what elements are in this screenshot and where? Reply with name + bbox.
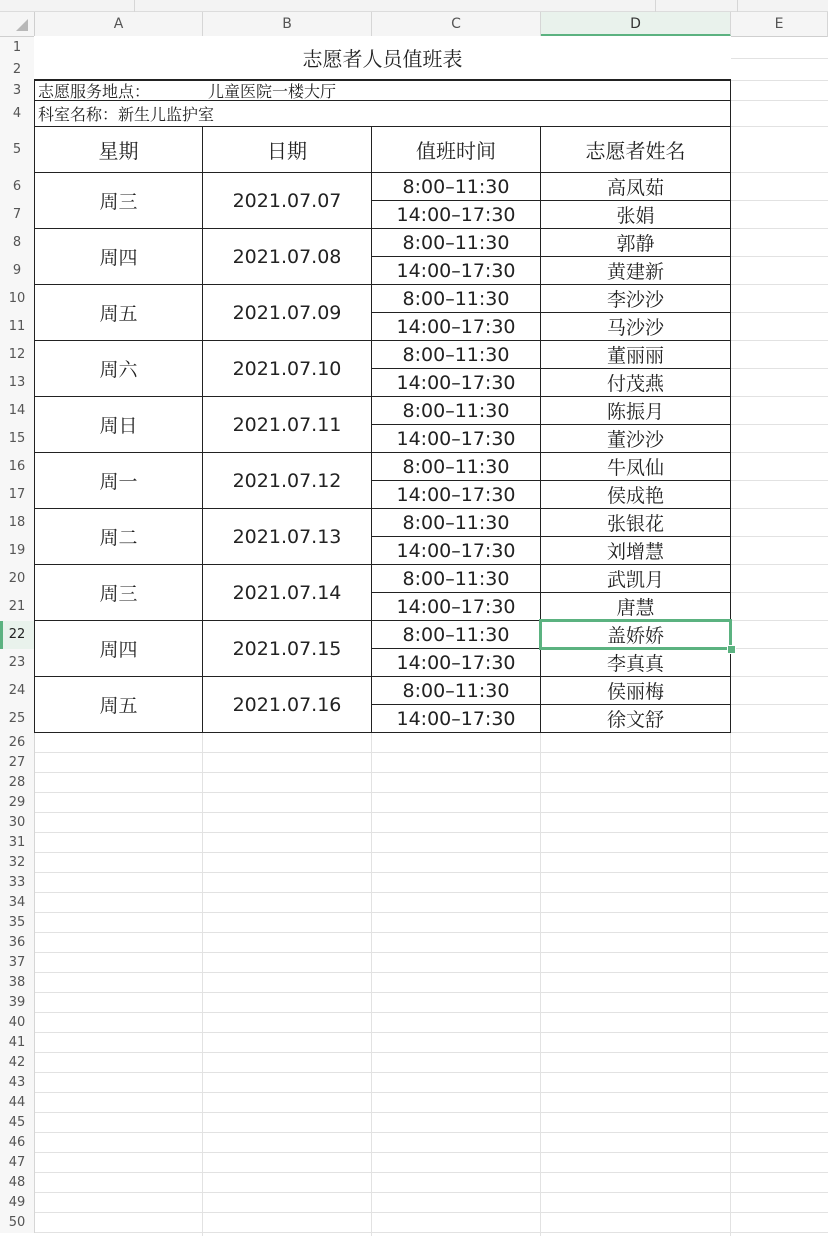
row-header[interactable]: 27: [0, 753, 35, 773]
row-header[interactable]: 24: [0, 677, 35, 705]
weekday-cell[interactable]: 周三: [34, 172, 203, 229]
gridline-horizontal: [35, 812, 828, 813]
date-cell[interactable]: 2021.07.16: [202, 676, 372, 733]
row-header[interactable]: 16: [0, 453, 35, 481]
department-row[interactable]: [34, 100, 731, 127]
row-header[interactable]: 34: [0, 893, 35, 913]
shift-time-cell[interactable]: 14:00–17:30: [371, 704, 541, 733]
volunteer-name-cell[interactable]: 陈振月: [540, 396, 731, 425]
shift-time-cell[interactable]: 8:00–11:30: [371, 396, 541, 425]
row-header[interactable]: 14: [0, 397, 35, 425]
row-header[interactable]: 33: [0, 873, 35, 893]
row-header[interactable]: 13: [0, 369, 35, 397]
date-header[interactable]: 日期: [202, 126, 372, 173]
gridline-horizontal: [35, 912, 828, 913]
gridline-horizontal: [35, 1012, 828, 1013]
column-header-d[interactable]: D: [541, 12, 731, 37]
shift-time-header[interactable]: 值班时间: [371, 126, 541, 173]
volunteer-name-cell[interactable]: 李真真: [540, 648, 731, 677]
row-header[interactable]: 25: [0, 705, 35, 733]
volunteer-name-cell[interactable]: 徐文舒: [540, 704, 731, 733]
row-header[interactable]: 4: [0, 101, 35, 127]
date-cell[interactable]: 2021.07.10: [202, 340, 372, 397]
location-value: 儿童医院一楼大厅: [208, 82, 337, 101]
column-header-e[interactable]: E: [731, 12, 828, 37]
row-header[interactable]: 19: [0, 537, 35, 565]
volunteer-name-cell[interactable]: 高凤茹: [540, 172, 731, 201]
row-header[interactable]: 38: [0, 973, 35, 993]
row-header[interactable]: 21: [0, 593, 35, 621]
shift-time-cell[interactable]: 8:00–11:30: [371, 172, 541, 201]
row-header[interactable]: 8: [0, 229, 35, 257]
shift-time-cell[interactable]: 14:00–17:30: [371, 592, 541, 621]
weekday-header[interactable]: 星期: [34, 126, 203, 173]
gridline-horizontal: [35, 1172, 828, 1173]
gridline-horizontal: [35, 752, 828, 753]
select-all-corner[interactable]: [0, 12, 35, 37]
row-header[interactable]: 6: [0, 173, 35, 201]
row-header[interactable]: 15: [0, 425, 35, 453]
row-header[interactable]: 43: [0, 1073, 35, 1093]
row-header[interactable]: 7: [0, 201, 35, 229]
shift-time-cell[interactable]: 8:00–11:30: [371, 284, 541, 313]
row-header[interactable]: 47: [0, 1153, 35, 1173]
shift-time-cell[interactable]: 14:00–17:30: [371, 648, 541, 677]
shift-time-cell[interactable]: 8:00–11:30: [371, 564, 541, 593]
column-header-b[interactable]: B: [203, 12, 372, 37]
gridline-horizontal: [35, 992, 828, 993]
row-header[interactable]: 22: [0, 621, 35, 649]
row-header[interactable]: 17: [0, 481, 35, 509]
sheet-title[interactable]: 志愿者人员值班表: [34, 36, 731, 81]
row-header[interactable]: 1: [0, 37, 35, 59]
location-label: 志愿服务地点：: [38, 82, 151, 101]
date-cell[interactable]: 2021.07.14: [202, 564, 372, 621]
weekday-cell[interactable]: 周一: [34, 452, 203, 509]
gridline-horizontal: [35, 1092, 828, 1093]
row-header[interactable]: 45: [0, 1113, 35, 1133]
gridline-horizontal: [35, 832, 828, 833]
shift-time-cell[interactable]: 14:00–17:30: [371, 480, 541, 509]
department-value: 新生儿监护室: [118, 105, 215, 124]
weekday-cell[interactable]: 周四: [34, 228, 203, 285]
row-header[interactable]: 42: [0, 1053, 35, 1073]
shift-time-cell[interactable]: 8:00–11:30: [371, 228, 541, 257]
gridline-horizontal: [35, 1112, 828, 1113]
row-header[interactable]: 44: [0, 1093, 35, 1113]
gridline-horizontal: [35, 872, 828, 873]
row-header[interactable]: 46: [0, 1133, 35, 1153]
shift-time-cell[interactable]: 8:00–11:30: [371, 676, 541, 705]
toolbar-strip: [0, 0, 828, 12]
row-header[interactable]: 48: [0, 1173, 35, 1193]
volunteer-name-cell[interactable]: 盖娇娇: [540, 620, 731, 649]
row-header[interactable]: 18: [0, 509, 35, 537]
shift-time-cell[interactable]: 14:00–17:30: [371, 256, 541, 285]
volunteer-name-cell[interactable]: 武凯月: [540, 564, 731, 593]
row-header[interactable]: 30: [0, 813, 35, 833]
row-header[interactable]: 35: [0, 913, 35, 933]
row-header[interactable]: 28: [0, 773, 35, 793]
volunteer-name-cell[interactable]: 付茂燕: [540, 368, 731, 397]
row-header[interactable]: 50: [0, 1213, 35, 1233]
shift-time-cell[interactable]: 14:00–17:30: [371, 312, 541, 341]
row-header[interactable]: 49: [0, 1193, 35, 1213]
row-header[interactable]: 9: [0, 257, 35, 285]
toolbar-segment: [0, 0, 738, 12]
select-all-icon: [16, 19, 28, 31]
volunteer-name-cell[interactable]: 郭静: [540, 228, 731, 257]
shift-time-cell[interactable]: 14:00–17:30: [371, 200, 541, 229]
shift-time-cell[interactable]: 14:00–17:30: [371, 368, 541, 397]
shift-time-cell[interactable]: 8:00–11:30: [371, 340, 541, 369]
row-header[interactable]: 40: [0, 1013, 35, 1033]
weekday-cell[interactable]: 周四: [34, 620, 203, 677]
department-label: 科室名称：: [38, 105, 119, 124]
row-header[interactable]: 12: [0, 341, 35, 369]
volunteer-name-cell[interactable]: 刘增慧: [540, 536, 731, 565]
gridline-horizontal: [35, 852, 828, 853]
row-header[interactable]: 26: [0, 733, 35, 753]
gridline-horizontal: [35, 932, 828, 933]
row-header[interactable]: 29: [0, 793, 35, 813]
weekday-cell[interactable]: 周六: [34, 340, 203, 397]
row-header[interactable]: 37: [0, 953, 35, 973]
shift-time-cell[interactable]: 8:00–11:30: [371, 508, 541, 537]
volunteer-name-header[interactable]: 志愿者姓名: [540, 126, 731, 173]
gridline-horizontal: [35, 1132, 828, 1133]
volunteer-name-cell[interactable]: 黄建新: [540, 256, 731, 285]
shift-time-cell[interactable]: 8:00–11:30: [371, 620, 541, 649]
volunteer-name-cell[interactable]: 张银花: [540, 508, 731, 537]
volunteer-name-cell[interactable]: 张娟: [540, 200, 731, 229]
row-header[interactable]: 11: [0, 313, 35, 341]
weekday-cell[interactable]: 周五: [34, 284, 203, 341]
volunteer-name-cell[interactable]: 侯成艳: [540, 480, 731, 509]
gridline-horizontal: [35, 952, 828, 953]
volunteer-name-cell[interactable]: 牛凤仙: [540, 452, 731, 481]
location-row[interactable]: [34, 80, 731, 101]
shift-time-cell[interactable]: 14:00–17:30: [371, 424, 541, 453]
date-cell[interactable]: 2021.07.09: [202, 284, 372, 341]
gridline-horizontal: [35, 1152, 828, 1153]
weekday-cell[interactable]: 周三: [34, 564, 203, 621]
date-cell[interactable]: 2021.07.08: [202, 228, 372, 285]
column-header-a[interactable]: A: [35, 12, 203, 37]
volunteer-name-cell[interactable]: 马沙沙: [540, 312, 731, 341]
gridline-horizontal: [35, 1192, 828, 1193]
volunteer-name-cell[interactable]: 董沙沙: [540, 424, 731, 453]
date-cell[interactable]: 2021.07.07: [202, 172, 372, 229]
fill-handle[interactable]: [727, 645, 736, 654]
date-cell[interactable]: 2021.07.11: [202, 396, 372, 453]
weekday-cell[interactable]: 周五: [34, 676, 203, 733]
volunteer-name-cell[interactable]: 侯丽梅: [540, 676, 731, 705]
shift-time-cell[interactable]: 14:00–17:30: [371, 536, 541, 565]
gridline-horizontal: [35, 1072, 828, 1073]
row-header[interactable]: 41: [0, 1033, 35, 1053]
volunteer-name-cell[interactable]: 董丽丽: [540, 340, 731, 369]
row-header[interactable]: 3: [0, 81, 35, 101]
gridline-horizontal: [35, 892, 828, 893]
date-cell[interactable]: 2021.07.12: [202, 452, 372, 509]
volunteer-name-cell[interactable]: 唐慧: [540, 592, 731, 621]
gridline-horizontal: [35, 1032, 828, 1033]
row-header[interactable]: 32: [0, 853, 35, 873]
gridline-horizontal: [35, 972, 828, 973]
row-header[interactable]: 39: [0, 993, 35, 1013]
shift-time-cell[interactable]: 8:00–11:30: [371, 452, 541, 481]
column-header-c[interactable]: C: [372, 12, 541, 37]
gridline-horizontal: [35, 792, 828, 793]
row-header[interactable]: 10: [0, 285, 35, 313]
gridline-horizontal: [35, 1212, 828, 1213]
weekday-cell[interactable]: 周日: [34, 396, 203, 453]
gridline-horizontal: [35, 1052, 828, 1053]
row-header[interactable]: 36: [0, 933, 35, 953]
row-header[interactable]: 5: [0, 127, 35, 173]
date-cell[interactable]: 2021.07.15: [202, 620, 372, 677]
gridline-horizontal: [35, 1232, 828, 1233]
weekday-cell[interactable]: 周二: [34, 508, 203, 565]
volunteer-name-cell[interactable]: 李沙沙: [540, 284, 731, 313]
column-header-bar: [0, 12, 828, 37]
row-header[interactable]: 2: [0, 59, 35, 81]
row-header[interactable]: 20: [0, 565, 35, 593]
row-header[interactable]: 31: [0, 833, 35, 853]
date-cell[interactable]: 2021.07.13: [202, 508, 372, 565]
gridline-horizontal: [35, 772, 828, 773]
row-header[interactable]: 23: [0, 649, 35, 677]
